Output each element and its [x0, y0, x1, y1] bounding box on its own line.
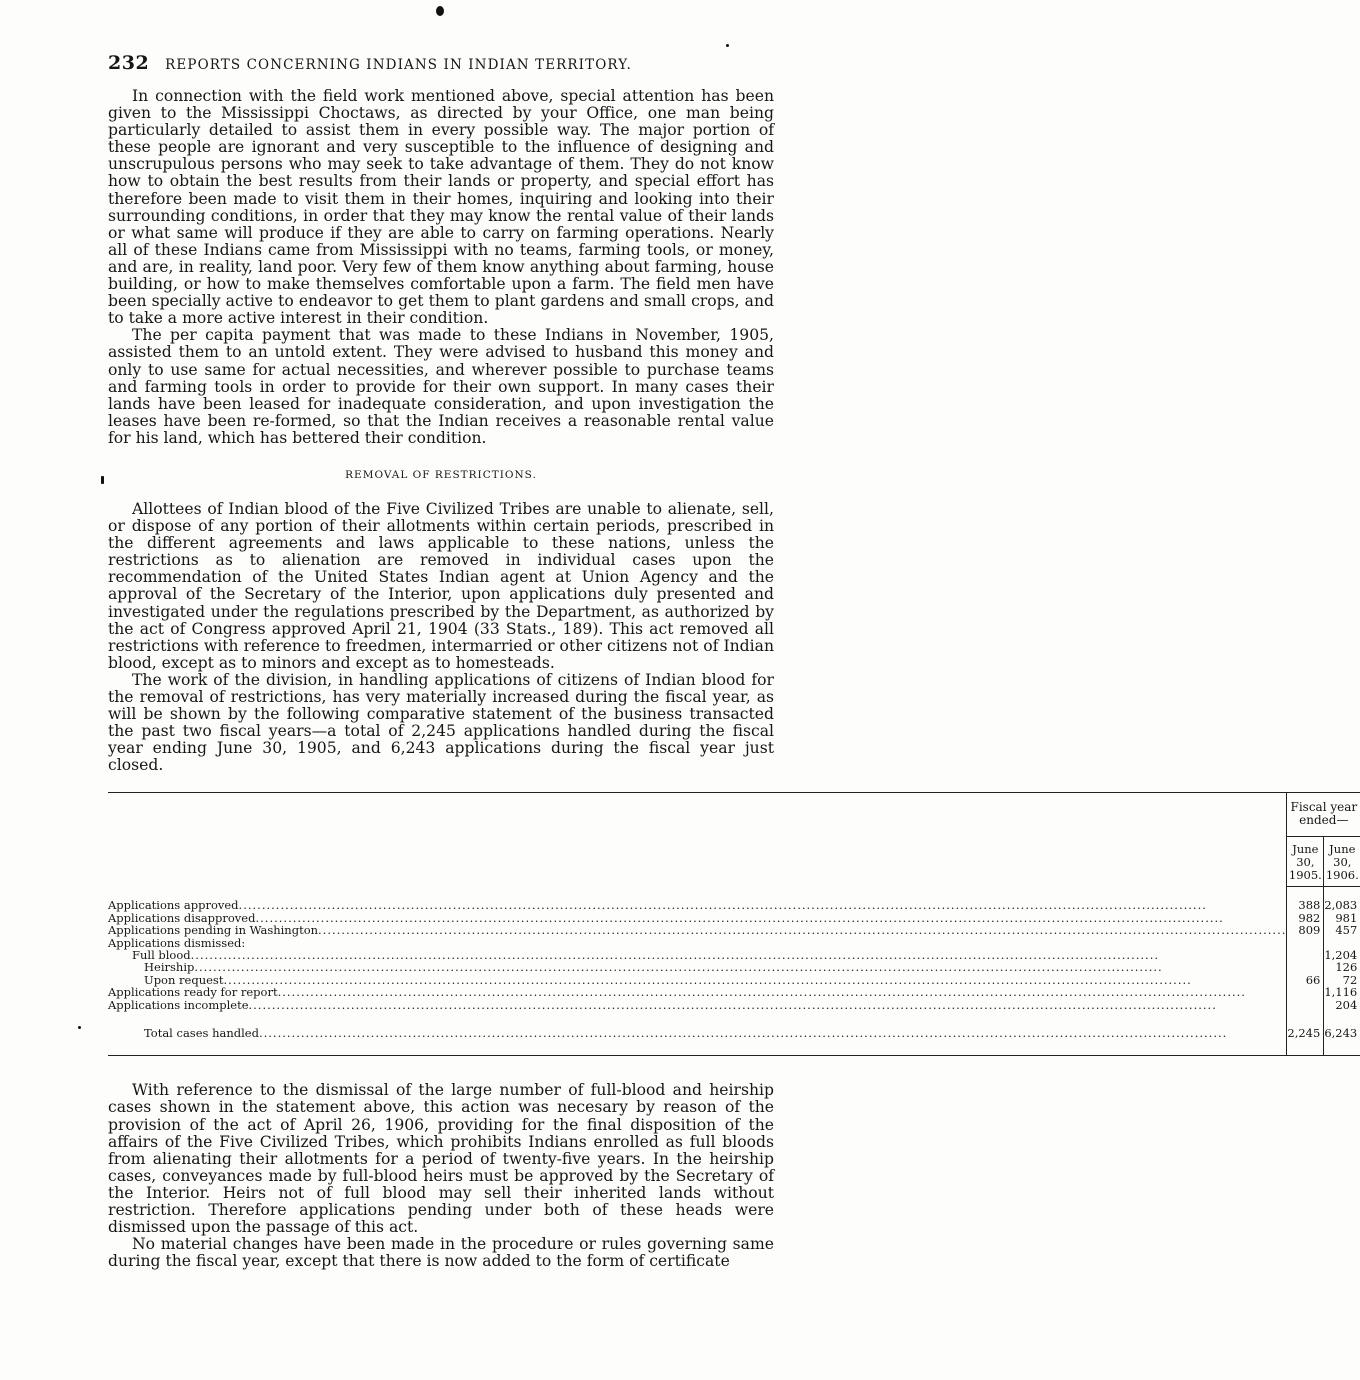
- leader-dots: [194, 961, 1286, 973]
- row-label: Applications disapproved: [108, 910, 256, 925]
- row-label: Upon request: [144, 972, 224, 987]
- cell-1905: [1287, 937, 1324, 949]
- row-label: Applications approved: [108, 898, 239, 913]
- table-row: [108, 986, 1360, 998]
- cell-1905: 388: [1287, 887, 1324, 912]
- cell-1905: [1287, 949, 1324, 961]
- cell-1905: 982: [1287, 912, 1324, 924]
- cell-1905: [1287, 986, 1324, 998]
- leader-dots: [239, 899, 1287, 911]
- row-label: Applications pending in Washington: [108, 923, 319, 938]
- print-mark: [78, 1026, 81, 1029]
- leader-dots: [278, 986, 1287, 998]
- statistics-table: [108, 792, 1360, 1056]
- running-title: REPORTS CONCERNING INDIANS IN INDIAN TERRITORY.: [165, 57, 632, 73]
- paragraph: The work of the division, in handling applications of citizens of Indian blood for the removal of restrictions, has very materially increased during the fiscal year, as will be shown by the following comparative statement of the business transacted the past two fiscal years—a total of 2,245 applications handled during the fiscal year ending June 30, 1905, and 6,243 applications during the fiscal year just closed.: [108, 670, 774, 775]
- cell-1906: 1,204: [1324, 949, 1360, 961]
- table-stub-header: [108, 793, 1287, 887]
- cell-1906: 981: [1324, 912, 1360, 924]
- table-row: [108, 999, 1360, 1011]
- cell-1906: 72: [1324, 974, 1360, 986]
- col-1905-header: June 30, 1905.: [1287, 837, 1324, 887]
- section-heading: REMOVAL OF RESTRICTIONS.: [345, 468, 537, 481]
- print-mark: [101, 476, 104, 484]
- cell-1905: [1287, 961, 1324, 973]
- table-row: [108, 924, 1360, 936]
- page-number: 232: [108, 52, 150, 74]
- print-mark: [726, 44, 729, 47]
- row-label: Heirship: [144, 960, 195, 975]
- row-label: Applications ready for report: [108, 985, 278, 1000]
- total-1906: 6,243: [1324, 1019, 1360, 1045]
- cell-1905: 809: [1287, 924, 1324, 936]
- leader-dots: [249, 999, 1287, 1011]
- table-row: [108, 961, 1360, 973]
- col-1906-header: June 30, 1906.: [1324, 837, 1360, 887]
- paragraph: No material changes have been made in the procedure or rules governing same during the fiscal year, except that there is now added to the form of certificate: [108, 1235, 774, 1271]
- cell-1905: [1287, 999, 1324, 1011]
- table-row: [108, 887, 1360, 912]
- row-label: Full blood: [132, 947, 191, 962]
- row-label: Applications incomplete: [108, 997, 249, 1012]
- cell-1905: 66: [1287, 974, 1324, 986]
- paragraph: The per capita payment that was made to these Indians in November, 1905, assisted them to an untold extent. They were advised to husband this money and only to use same for actual necessities, and wherever possible to purchase teams and farming tools in order to provide for their own support. In many cases their lands have been leased for inadequate consideration, and upon investigation the leases have been re-formed, so that the Indian receives a reasonable rental value for his land, which has bettered their condition.: [108, 326, 774, 447]
- page-header: [108, 52, 774, 88]
- cell-1906: 2,083: [1324, 887, 1360, 912]
- paragraph: Allottees of Indian blood of the Five Civilized Tribes are unable to alienate, sell, or dispose of any portion of their allotments within certain periods, prescribed in the different agreements and laws applicable to these nations, unless the restrictions as to alienation are removed in individual cases upon the recommendation of the United States Indian agent at Union Agency and the approval of the Secretary of the Interior, upon applications duly presented and investigated under the regulations prescribed by the Department, as authorized by the act of Congress approved April 21, 1904 (33 Stats., 189). This act removed all restrictions with reference to freedmen, intermarried or other citizens not of Indian blood, except as to minors and except as to homesteads.: [108, 499, 774, 672]
- print-mark: [436, 6, 444, 16]
- total-row: [108, 1019, 1360, 1045]
- cell-1906: 1,116: [1324, 986, 1360, 998]
- paragraph: With reference to the dismissal of the large number of full-blood and heirship cases shown in the statement above, this action was necesary by reason of the provision of the act of April 26, 1906, providing for the final disposition of the affairs of the Five Civilized Tribes, which prohibits Indians enrolled as full bloods from alienating their allotments for a period of twenty-five years. In the heirship cases, conveyances made by full-blood heirs must be approved by the Secretary of the Interior. Heirs not of full blood may sell their inherited lands without restriction. Therefore applications pending under both of these heads were dismissed upon the passage of this act.: [108, 1081, 774, 1237]
- leader-dots: [259, 1027, 1286, 1039]
- row-label: Applications dismissed:: [108, 935, 246, 950]
- total-label: Total cases handled: [144, 1025, 259, 1040]
- cell-1906: 457: [1324, 924, 1360, 936]
- document-page: [108, 52, 1359, 1271]
- cell-1906: 204: [1324, 999, 1360, 1011]
- cell-1906: 126: [1324, 961, 1360, 973]
- table-body: [108, 887, 1360, 1046]
- fiscal-year-header: Fiscal year ended—: [1287, 793, 1360, 837]
- leader-dots: [318, 924, 1286, 936]
- total-1905: 2,245: [1287, 1019, 1324, 1045]
- paragraph: In connection with the field work mentioned above, special attention has been given to the Mississippi Choctaws, as directed by your Office, one man being particularly detailed to assist them in every possible way. The major portion of these people are ignorant and very susceptible to the influence of designing and unscrupulous persons who may seek to take advantage of them. They do not know how to obtain the best results from their lands or property, and special effort has therefore been made to visit them in their homes, inquiring and looking into their surrounding conditions, in order that they may know the rental value of their lands or what same will produce if they are able to carry on farming operations. Nearly all of these Indians came from Mississippi with no teams, farming tools, or money, and are, in reality, land poor. Very few of them know anything about farming, house building, or how to make themselves comfortable upon a farm. The field men have been specially active to endeavor to get them to plant gardens and small crops, and to take a more active interest in their condition.: [108, 87, 774, 328]
